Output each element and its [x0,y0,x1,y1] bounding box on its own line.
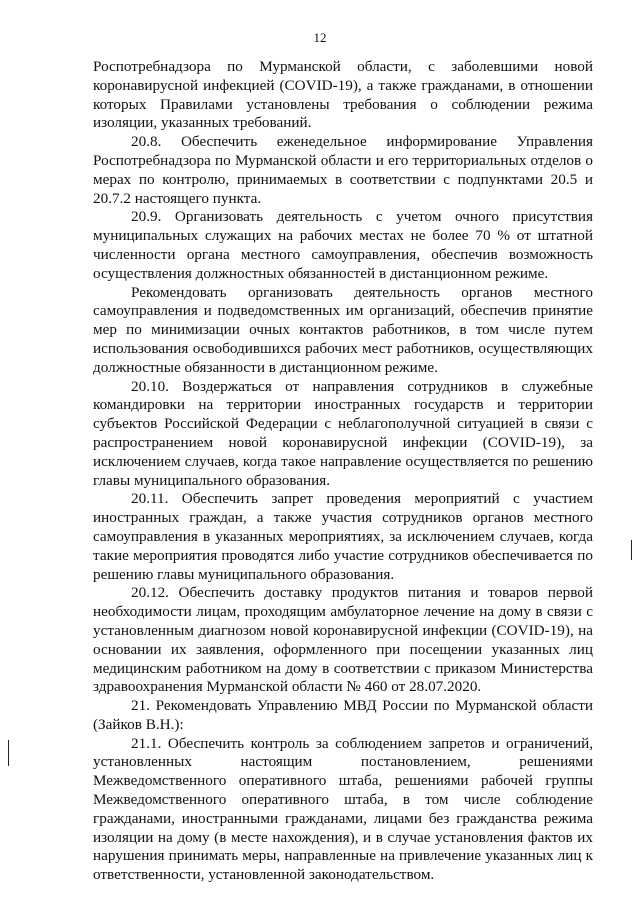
paragraph-21-1: 21.1. Обеспечить контроль за соблюдением запретов и ограничений, установленных настоящим постановлением, решениями Межведомственного оперативного штаба, решениями рабочей группы Межведомственного оперативного штаба, в том числе соблюдение гражданами, иностранными гражданами, лицами без гражданства режима изоляции на дому (в месте нахождения), и в случае установления фактов их нарушения принимать меры, направленные на привлечение указанных лиц к ответственности, установленной законодательством. [93,734,593,884]
paragraph: Роспотребнадзора по Мурманской области, с заболевшими новой коронавирусной инфекцией (COVID-19), а также гражданами, в отношении которых Правилами установлены требования о соблюдении режима изоляции, указанных требований. [93,58,593,132]
paragraph-20-9: 20.9. Организовать деятельность с учетом очного присутствия муниципальных служащих на рабочих местах не более 70 % от штатной численности органа местного самоуправления, обеспечив возможность осуществления должностных обязанностей в дистанционном режиме. [93,208,593,282]
paragraph-20-8: 20.8. Обеспечить еженедельное информирование Управления Роспотребнадзора по Мурманской области и его территориальных отделов о мерах по контролю, принимаемых в соответствии с подпунктами 20.5 и 20.7.2 настоящего пункта. [93,133,593,207]
scan-margin-mark [8,740,9,766]
paragraph-20-11: 20.11. Обеспечить запрет проведения мероприятий с участием иностранных граждан, а также участия сотрудников органов местного самоуправления в указанных мероприятиях, за исключением случаев, когда такие мероприятия проводятся либо участие сотрудников обеспечивается по решению главы муниципального образования. [93,490,593,583]
paragraph-20-12: 20.12. Обеспечить доставку продуктов питания и товаров первой необходимости лицам, проходящим амбулаторное лечение на дому в связи с установленным диагнозом новой коронавирусной инфекции (COVID-19), на основании их заявления, оформленного при посещении указанных лиц медицинским работником на дому в соответствии с приказом Министерства здравоохранения Мурманской области № 460 от 28.07.2020. [93,584,593,696]
paragraph-21: 21. Рекомендовать Управлению МВД России по Мурманской области (Зайков В.Н.): [93,697,593,733]
paragraph-20-10: 20.10. Воздержаться от направления сотрудников в служебные командировки на территории иностранных государств и территории субъектов Российской Федерации с неблагополучной ситуацией в связи с распространением новой коронавирусной инфекции (COVID-19), за исключением случаев, когда такое направление осуществляется по решению главы муниципального образования. [93,377,593,489]
document-body [93,58,593,885]
scan-margin-mark [631,540,632,560]
page-number: 12 [313,30,327,45]
paragraph-recommendation: Рекомендовать организовать деятельность органов местного самоуправления и подведомственных им организаций, обеспечив принятие мер по минимизации очных контактов работников, в том числе путем использования освободившихся рабочих мест работников, осуществляющих должностные обязанности в дистанционном режиме. [93,283,593,376]
